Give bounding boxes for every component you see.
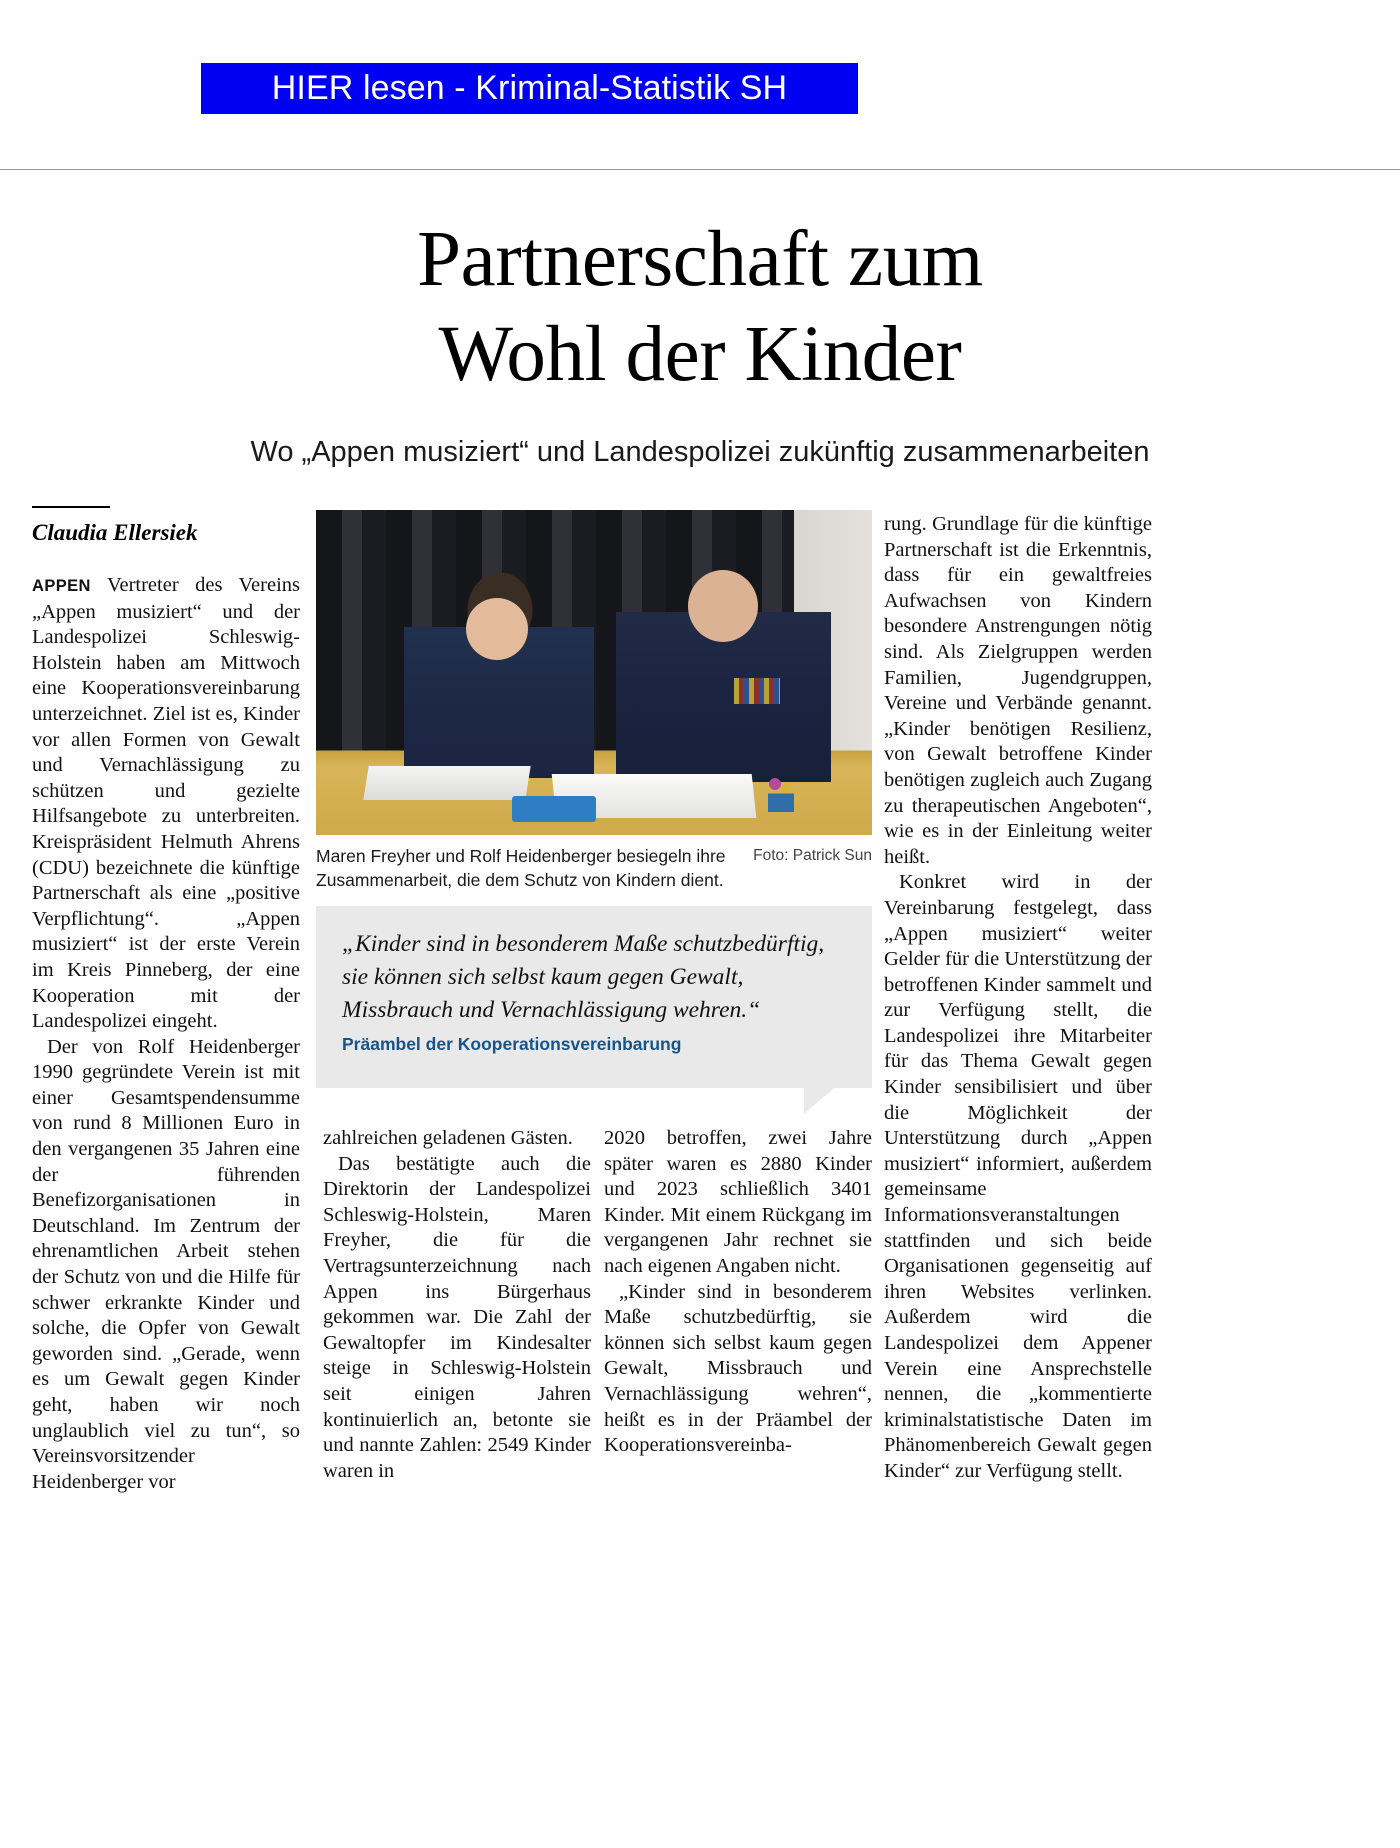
article-column-left	[32, 573, 300, 1495]
medal-ribbons	[734, 678, 780, 704]
banner-zone	[0, 0, 1400, 170]
article-photo	[316, 510, 872, 835]
author-byline: Claudia Ellersiek	[32, 520, 198, 545]
photo-scene	[316, 510, 872, 835]
photo-caption-text: Maren Freyher und Rolf Heidenberger besiegeln ihre Zusammenarbeit, die dem Schutz von Kindern dient.	[316, 846, 726, 890]
paragraph: zahlreichen geladenen Gästen.	[323, 1127, 573, 1149]
document-left	[363, 766, 530, 800]
pull-quote-attribution: Präambel der Kooperationsvereinbarung	[342, 1034, 682, 1054]
paragraph: „Kinder sind in besonderem Maße schutzbedürftig, sie können sich selbst kaum gegen Gewalt, Missbrauch und Vernachlässigung wehren“, heißt es in der Präambel der Kooperationsvereinba-	[604, 1280, 872, 1457]
pull-quote-text: „Kinder sind in besonderem Maße schutzbedürftig, sie können sich selbst kaum gegen Gewalt, Missbrauch und Vernachlässigung wehren.“	[342, 931, 825, 1023]
paragraph: Das bestätigte auch die Direktorin der Landespolizei Schleswig-Holstein, Maren Freyher, die für die Vertragsunterzeichnung nach Appen ins Bürgerhaus gekommen war. Die Zahl der Gewaltopfer im Kindesalter steige in Schleswig-Holstein seit einigen Jahren kontinuierlich an, betonte sie und nannte Zahlen: 2549 Kinder waren in	[323, 1152, 591, 1482]
paragraph: 2020 betroffen, zwei Jahre später waren es 2880 Kinder und 2023 schließlich 3401 Kinder. Mit einem Rückgang im vergangenen Jahr rechnet sie nach eigenen Angaben nicht.	[604, 1127, 872, 1277]
document-folder-blue	[512, 796, 596, 822]
header-divider	[0, 169, 1400, 170]
pull-quote-box	[316, 906, 872, 1088]
flower-arrangement	[768, 778, 794, 812]
kriminal-statistik-banner[interactable]: HIER lesen - Kriminal-Statistik SH	[201, 63, 858, 114]
paragraph: Konkret wird in der Vereinbarung festgelegt, dass „Appen musiziert“ weiter Gelder für die Unterstützung der betroffenen Kinder sammelt und zur Verfügung stellt, die Landespolizei ihre Mitarbeiter für das Thema Gewalt gegen Kinder sensibilisiert und über die Möglichkeit der Unterstützung durch „Appen musiziert“ informiert, außerdem gemeinsame Informationsveranstaltungen stattfinden und sich beide Organisationen gegenseitig auf ihren Websites verlinken. Außerdem wird die Landespolizei dem Appener Verein eine Ansprechstelle nennen, die „kommentierte kriminalstatistische Daten im Phänomenbereich Gewalt gegen Kinder“ zur Verfügung stellt.	[884, 871, 1152, 1482]
paragraph	[32, 573, 300, 1035]
byline-rule	[32, 506, 110, 508]
dateline-kicker: APPEN	[32, 577, 91, 595]
article-column-mid2	[604, 1126, 872, 1459]
page-title	[100, 212, 1300, 402]
headline-line-2: Wohl der Kinder	[438, 311, 962, 398]
paragraph: rung. Grundlage für die künftige Partnerschaft ist die Erkenntnis, dass für ein gewaltfreies Aufwachsen von Kindern besondere Anstrengungen nötig sind. Als Zielgruppen werden Familien, Jugendgruppen, Vereine und Verbände genannt. „Kinder benötigen Resilienz, von Gewalt betroffene Kinder benötigen zugleich auch Zugang zu therapeutischen Angeboten“, wie es in der Einleitung weiter heißt.	[884, 513, 1152, 868]
page-subtitle: Wo „Appen musiziert“ und Landespolizei zukünftig zusammenarbeiten	[250, 436, 1150, 468]
person-left-officer	[404, 568, 594, 778]
article-column-right	[884, 512, 1152, 1485]
article-column-mid	[323, 1126, 591, 1484]
photo-caption	[316, 844, 872, 892]
pull-quote-tail	[804, 1088, 834, 1114]
photo-credit: Foto: Patrick Sun	[753, 847, 872, 864]
person-right-officer	[616, 552, 831, 782]
headline-line-1: Partnerschaft zum	[417, 216, 983, 303]
paragraph: Der von Rolf Heidenberger 1990 gegründete Verein ist mit einer Gesamtspendensumme von rund 8 Millionen Euro in den vergangenen 35 Jahren eine der führenden Benefizorganisationen in Deutschland. Im Zentrum der ehrenamtlichen Arbeit stehen der Schutz von und die Hilfe für schwer erkrankte Kinder und solche, die Opfer von Gewalt geworden sind. „Gerade, wenn es um Gewalt gegen Kinder geht, haben wir noch unglaublich viel zu tun“, so Vereinsvorsitzender Heidenberger vor	[32, 1035, 300, 1493]
paragraph-text: Vertreter des Vereins „Appen musiziert“ und der Landespolizei Schleswig-Holstein haben am Mittwoch eine Kooperationsvereinbarung unterzeichnet. Ziel ist es, Kinder vor allen Formen von Gewalt und Vernachlässigung zu schützen und gezielte Hilfsangebote zu unterbreiten. Kreispräsident Helmuth Ahrens (CDU) bezeichnete die künftige Partnerschaft als eine „positive Verpflichtung“. „Appen musiziert“ ist der erste Verein im Kreis Pinneberg, der eine Kooperation mit der Landespolizei eingeht.	[32, 574, 300, 1033]
